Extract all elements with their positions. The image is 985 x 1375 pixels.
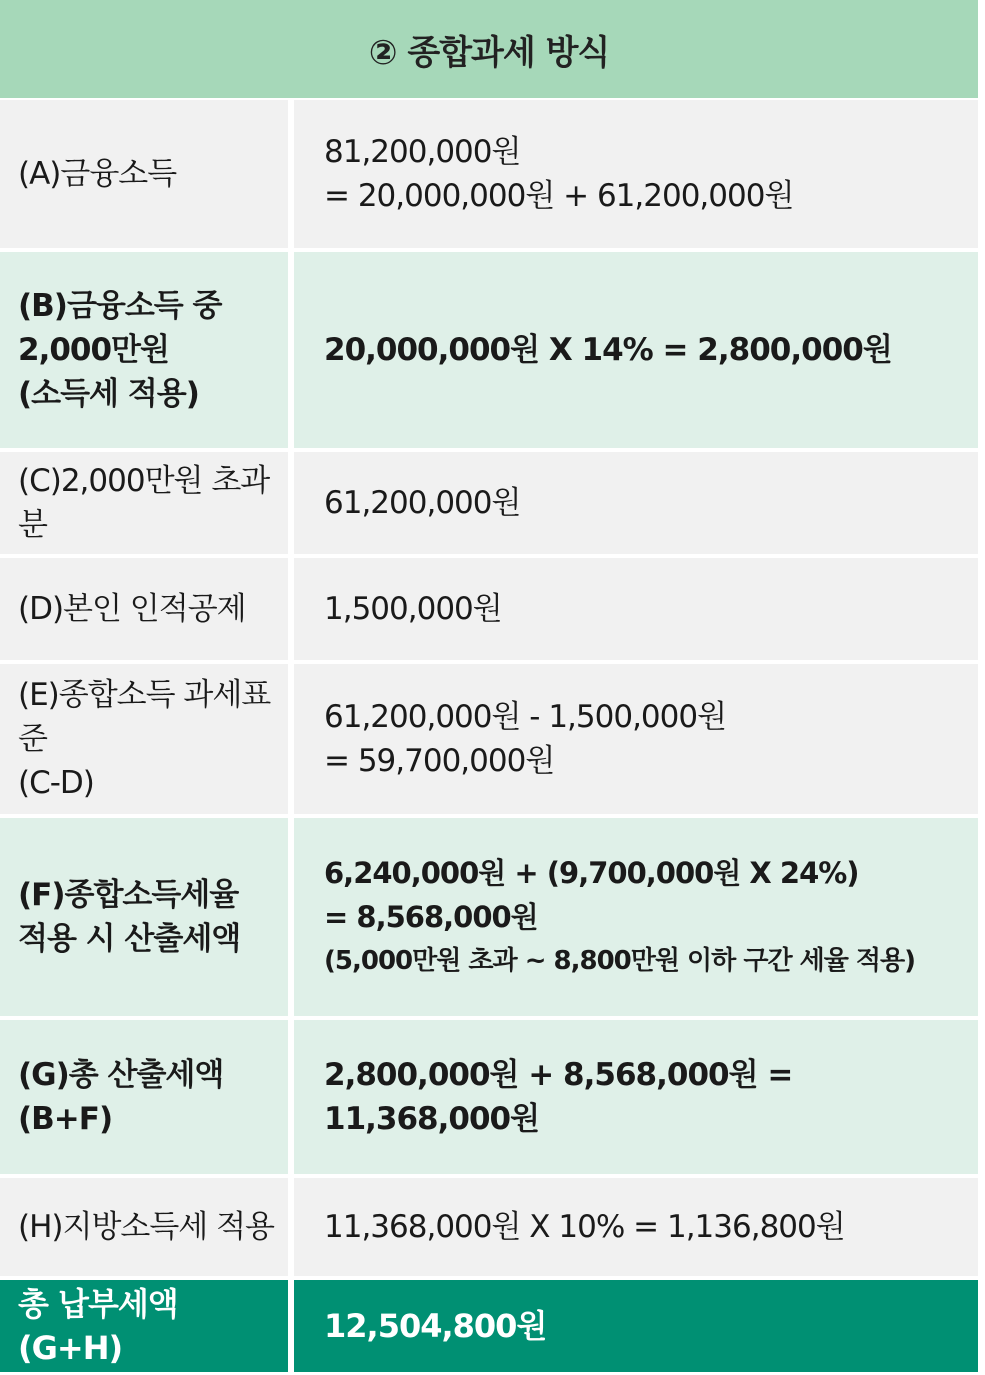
- row-e: [0, 664, 978, 814]
- row-value: 20,000,000원 X 14% = 2,800,000원: [294, 252, 978, 448]
- row-label: (H)지방소득세 적용: [0, 1178, 288, 1276]
- row-label: (A)금융소득: [0, 100, 288, 248]
- row-label: (C)2,000만원 초과분: [0, 452, 288, 554]
- row-g: [0, 1020, 978, 1174]
- total-label: 총 납부세액 (G+H): [0, 1280, 288, 1372]
- row-h: [0, 1178, 978, 1276]
- total-value: 12,504,800원: [294, 1280, 978, 1372]
- total-row: [0, 1280, 978, 1372]
- row-d: [0, 558, 978, 660]
- row-label: (D)본인 인적공제: [0, 558, 288, 660]
- row-value: 11,368,000원 X 10% = 1,136,800원: [294, 1178, 978, 1276]
- row-f: [0, 818, 978, 1016]
- row-c: [0, 452, 978, 554]
- row-value: 81,200,000원 = 20,000,000원 + 61,200,000원: [294, 100, 978, 248]
- row-value: 61,200,000원 - 1,500,000원 = 59,700,000원: [294, 664, 978, 814]
- row-b: [0, 252, 978, 448]
- row-value: 6,240,000원 + (9,700,000원 X 24%) = 8,568,000원 (5,000만원 초과 ~ 8,800만원 이하 구간 세율 적용): [294, 818, 978, 1016]
- row-value: 2,800,000원 + 8,568,000원 = 11,368,000원: [294, 1020, 978, 1174]
- row-value: 1,500,000원: [294, 558, 978, 660]
- row-label: (B)금융소득 중 2,000만원 (소득세 적용): [0, 252, 288, 448]
- table-title: ② 종합과세 방식: [0, 0, 978, 98]
- row-label: (G)총 산출세액 (B+F): [0, 1020, 288, 1174]
- row-value: 61,200,000원: [294, 452, 978, 554]
- row-label: (F)종합소득세율 적용 시 산출세액: [0, 818, 288, 1016]
- row-label: (E)종합소득 과세표준 (C-D): [0, 664, 288, 814]
- row-a: [0, 100, 978, 248]
